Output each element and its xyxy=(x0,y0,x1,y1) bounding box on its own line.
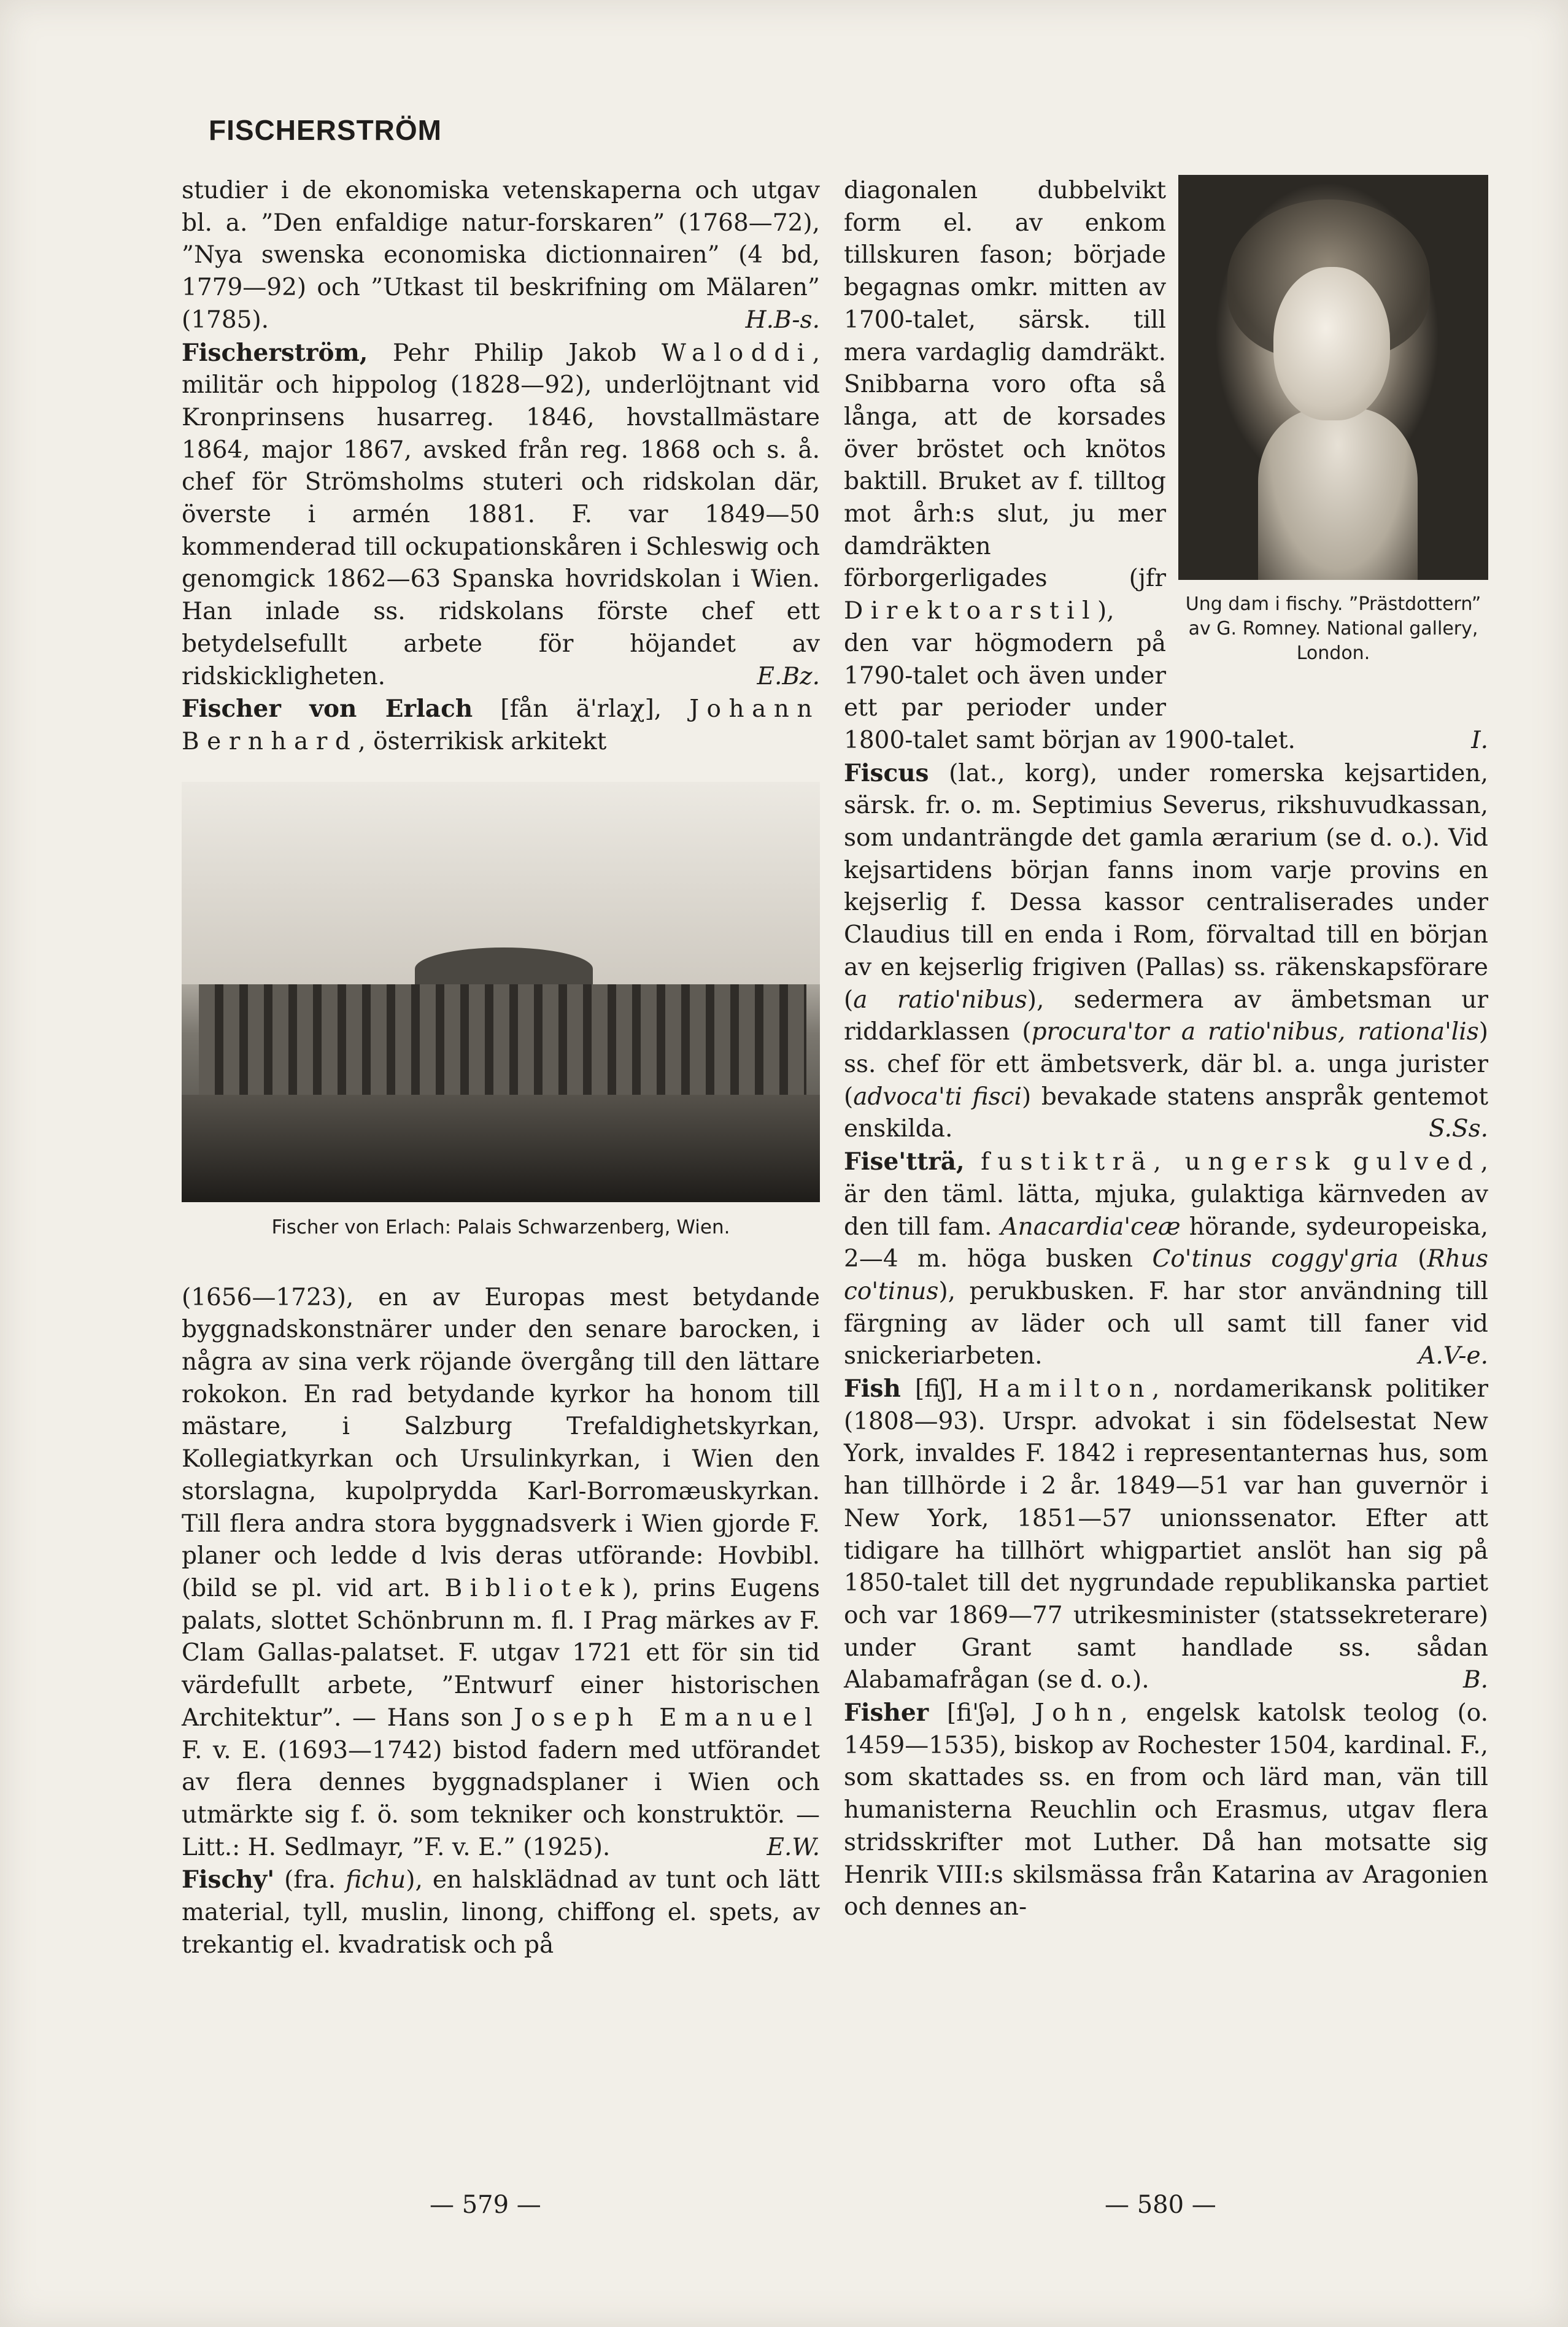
signature: H.B-s. xyxy=(745,306,820,334)
signature: B. xyxy=(1462,1666,1488,1694)
portrait-figure xyxy=(1178,175,1488,706)
headword: Fiscus xyxy=(844,758,929,787)
signature: E.Bz. xyxy=(757,662,820,690)
entry-continued: studier i de ekonomiska vetenskaperna och utgav bl. a. ”Den enfaldige natur-forskaren” (1768—72), ”Nya swenska economiska dictionnairen” (4 bd, 1779—92) och ”Utkast til beskrifning om Mälaren” (1785). H.B-s. xyxy=(182,175,820,337)
entry-fischy: Fischy' (fra. fichu), en halsklädnad av tunt och lätt material, tyll, muslin, linong, chiffong el. spets, av trekantig el. kvadratisk och på xyxy=(182,1866,820,1959)
left-column xyxy=(182,175,820,1961)
entry-fischer-von-erlach-head: Fischer von Erlach [fån ä'rlaχ], Johann Bernhard, österrikisk arkitekt xyxy=(182,695,821,755)
headword: Fise'tträ, xyxy=(844,1148,965,1176)
entry-fischer-von-erlach-body: (1656—1723), en av Europas mest betydande byggnadskonstnärer under den senare barocken, i några av sina verk röjande övergång till den lättare rokokon. En rad betydande kyrkor ha honom till mästare, i Salzburg Trefaldighetskyrkan, Kollegiatkyrkan och Ursulinkyrkan, i Wien den storslagna, kupolprydda Karl-Borromæuskyrkan. Till flera andra stora byggnadsverk i Wien gjorde F. planer och ledde d lvis deras utförande: Hovbibl. (bild se pl. vid art. Bibliotek), prins Eugens palats, slottet Schönbrunn m. fl. I Prag märkes av F. Clam Gallas-palatset. F. utgav 1721 ett för sin tid värdefullt arbete, ”Entwurf einer historischen Architektur”. — Hans son Joseph Emanuel F. v. E. (1693—1742) bistod fadern med utförandet av flera dennes byggnadsplaner i Wien och utmärkte sig f. ö. som tekniker och konstruktör. — Litt.: H. Sedlmayr, ”F. v. E.” (1925). E.W. xyxy=(182,1282,820,1864)
entry-fiscus: Fiscus (lat., korg), under romerska kejsartiden, särsk. fr. o. m. Septimius Severus, rikshuvudkassan, som undanträngde det gamla ærarium (se d. o.). Vid kejsartidens början fanns inom varje provins en kejserlig f. Dessa kassor centraliserades under Claudius till en enda i Rom, förvaltad till en början av en kejserlig frigiven (Pallas) ss. räkenskapsförare (a ratio'nibus), sedermera av ämbetsman ur riddarklassen (procura'tor a ratio'nibus, rationa'lis) ss. chef för ett ämbetsverk, där bl. a. unga jurister (advoca'ti fisci) bevakade statens anspråk gentemot enskilda. S.Ss. xyxy=(844,757,1488,1146)
entry-fisher: Fisher [fi'ʃə], John, engelsk katolsk teolog (o. 1459—1535), biskop av Rochester 1504, kardinal. F., som skattades ss. en from och lärd man, vän till humanisterna Reuchlin och Erasmus, utgav flera stridsskrifter mot Luther. Då han motsatte sig Henrik VIII:s skilsmässa från Katarina av Aragonien och dennes an- xyxy=(844,1699,1488,1921)
headword: Fischerström, xyxy=(182,338,368,367)
running-head: FISCHERSTRÖM xyxy=(209,114,442,146)
entry-fisettra: Fise'tträ, fustikträ, ungersk gulved, är den täml. lätta, mjuka, gulaktiga kärnveden av den till fam. Anacardia'ceæ hörande, sydeuropeiska, 2—4 m. höga busken Co'tinus coggy'gria (Rhus co'tinus), perukbusken. F. har stor användning till färgning av läder och ull samt till faner vid snickeriarbeten. A.V-e. xyxy=(844,1146,1488,1373)
entry-fischy-continued: diagonalen dubbelvikt form el. av enkom tillskuren fason; började begagnas omkr. mitten av 1700-talet, särsk. till mera vardaglig damdräkt. Snibbarna voro ofta så långa, att de korsades över bröstet och knötos baktill. Bruket av f. tilltog mot årh:s slut, ju mer damdräkten förborgerligades (jfr Direktoarstil), den var högmodern på 1790-talet och även under ett par perioder under 1800-talet samt början av 1900-talet. I. xyxy=(844,175,1488,757)
page-number-right: — 580 — xyxy=(1105,2191,1216,2219)
page-number-left: — 579 — xyxy=(430,2191,541,2219)
portrait-photo xyxy=(1178,175,1488,580)
photo-ground xyxy=(182,1095,820,1202)
signature: E.W. xyxy=(767,1833,820,1861)
portrait-caption: Ung dam i fischy. ”Prästdottern” av G. Romney. National gallery, London. xyxy=(1185,593,1481,664)
headword: Fischer von Erlach xyxy=(182,695,473,724)
portrait-face xyxy=(1273,267,1390,420)
headword: Fisher xyxy=(844,1699,929,1727)
headword: Fischy' xyxy=(182,1866,275,1894)
portrait-neck xyxy=(1258,408,1418,580)
photo-facade xyxy=(199,984,806,1095)
entry-fischerstrom: Fischerström, Pehr Philip Jakob Waloddi, militär och hippolog (1828—92), underlöjtnant vid Kronprinsens husarreg. 1846, hovstallmästare 1864, major 1867, avsked från reg. 1868 och s. å. chef för Strömsholms stuteri och ridskolan där, överste i armén 1881. F. var 1849—50 kommenderad till ockupationskåren i Schleswig och genomgick 1862—63 Spanska hovridskolan i Wien. Han inlade ss. ridskolans förste chef ett betydelsefullt arbete för höjandet av ridskickligheten. E.Bz. xyxy=(182,337,820,693)
signature: S.Ss. xyxy=(1429,1115,1488,1143)
entry-fish: Fish [fiʃ], Hamilton, nordamerikansk politiker (1808—93). Urspr. advokat i sin födelsestat New York, invaldes F. 1842 i representanternas hus, som han tillhörde i 2 år. 1849—51 var han guvernör i New York, 1851—57 unionssenator. Efter att tidigare ha tillhört whigpartiet anslöt han sig på 1850-talet till det nygrundade republikanska partiet och var 1869—77 utrikesminister (statssekreterare) under Grant samt handlade ss. sådan Alabamafrågan (se d. o.). B. xyxy=(844,1373,1488,1697)
headword: Fish xyxy=(844,1375,901,1403)
signature: A.V-e. xyxy=(1418,1342,1488,1370)
palace-photo xyxy=(182,782,820,1202)
signature: I. xyxy=(1471,726,1488,754)
palace-caption: Fischer von Erlach: Palais Schwarzenberg, Wien. xyxy=(271,1216,730,1238)
right-column xyxy=(844,175,1488,1924)
